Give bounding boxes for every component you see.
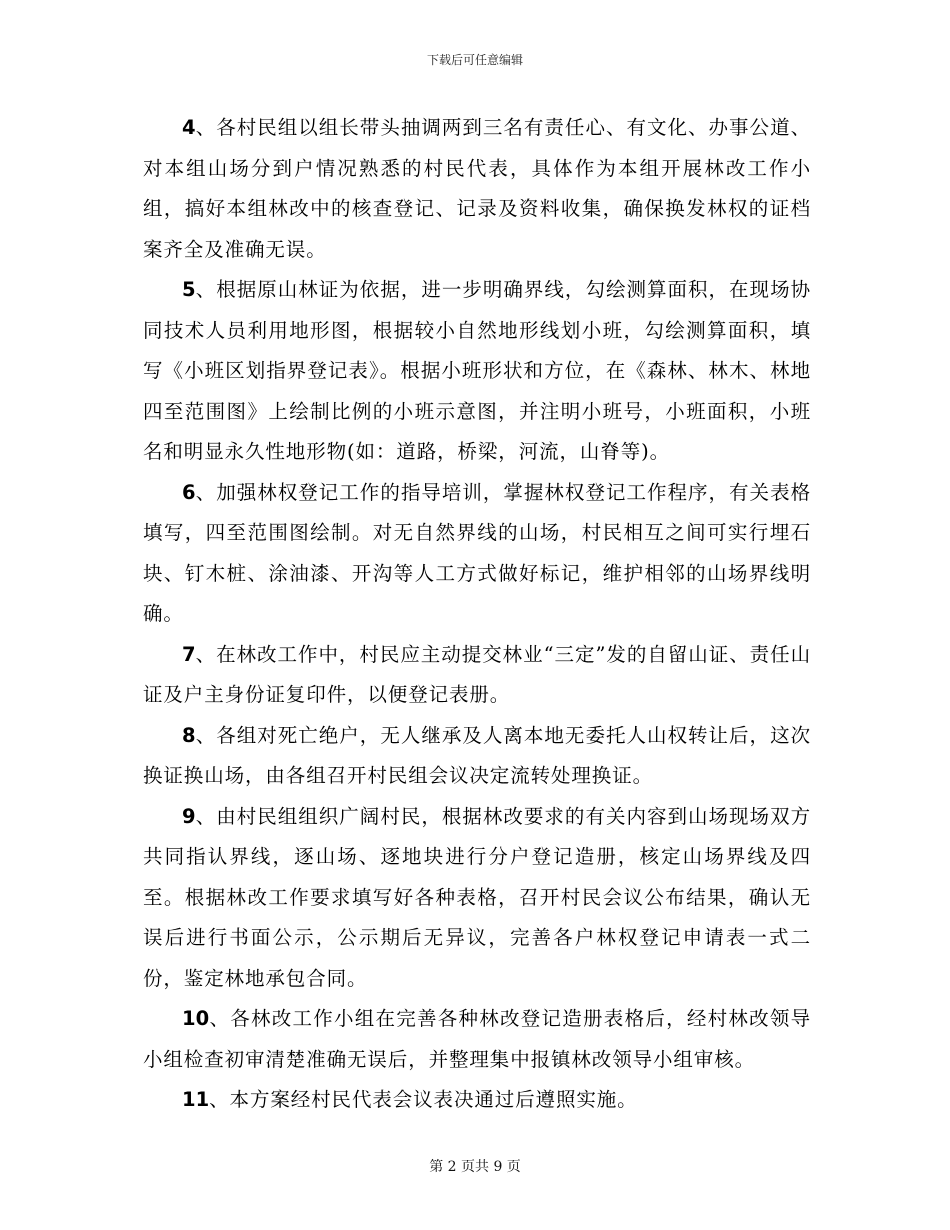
paragraph-text: 、各林改工作小组在完善各种林改登记造册表格后，经村林改领导小组检查初审清楚准确无误后，并整理集中报镇林改领导小组审核。: [143, 1007, 811, 1071]
paragraph-item-10: [143, 999, 811, 1080]
paragraph-number: 6: [182, 480, 196, 504]
paragraph-item-6: [143, 473, 811, 635]
page-footer: 第 2 页共 9 页: [429, 1159, 521, 1175]
paragraph-text: 、各组对死亡绝户，无人继承及人离本地无委托人山权转让后，这次换证换山场，由各组召开村民组会议决定流转处理换证。: [143, 723, 811, 787]
paragraph-number: 9: [182, 804, 196, 828]
paragraph-text: 、加强林权登记工作的指导培训，掌握林权登记工作程序，有关表格填写，四至范围图绘制。对无自然界线的山场，村民相互之间可实行埋石块、钉木桩、涂油漆、开沟等人工方式做好标记，维护相邻的山场界线明确。: [143, 480, 811, 625]
paragraph-item-11: [143, 1080, 811, 1121]
paragraph-number: 4: [182, 116, 196, 139]
document-body: [143, 108, 811, 1121]
paragraph-text: 、在林改工作中，村民应主动提交林业“三定”发的自留山证、责任山证及户主身份证复印件，以便登记表册。: [143, 642, 811, 706]
paragraph-number: 5: [182, 278, 196, 301]
paragraph-item-7: [143, 635, 811, 716]
paragraph-number: 8: [182, 723, 196, 747]
paragraph-item-8: [143, 716, 811, 797]
paragraph-item-5: [143, 270, 811, 473]
paragraph-text: 、本方案经村民代表会议表决通过后遵照实施。: [209, 1088, 638, 1111]
paragraph-text: 、根据原山林证为依据，进一步明确界线，勾绘测算面积，在现场协同技术人员利用地形图，根据较小自然地形线划小班，勾绘测算面积，填写《小班区划指界登记表》。根据小班形状和方位，在《森林、林木、林地四至范围图》上绘制比例的小班示意图，并注明小班号，小班面积，小班名和明显永久性地形物(如：道路，桥梁，河流，山脊等)。: [143, 278, 811, 463]
paragraph-number: 11: [182, 1088, 210, 1111]
paragraph-text: 、各村民组以组长带头抽调两到三名有责任心、有文化、办事公道、对本组山场分到户情况熟悉的村民代表，具体作为本组开展林改工作小组，搞好本组林改中的核查登记、记录及资料收集，确保换发林权的证档案齐全及准确无误。: [143, 116, 811, 261]
paragraph-number: 7: [182, 642, 196, 666]
paragraph-item-9: [143, 797, 811, 1000]
page-header: 下载后可任意编辑: [426, 53, 523, 67]
paragraph-number: 10: [182, 1007, 210, 1030]
paragraph-text: 、由村民组组织广阔村民，根据林改要求的有关内容到山场现场双方共同指认界线，逐山场、逐地块进行分户登记造册，核定山场界线及四至。根据林改工作要求填写好各种表格，召开村民会议公布结果，确认无误后进行书面公示，公示期后无异议，完善各户林权登记申请表一式二份，鉴定林地承包合同。: [143, 804, 811, 990]
paragraph-item-4: [143, 108, 811, 270]
